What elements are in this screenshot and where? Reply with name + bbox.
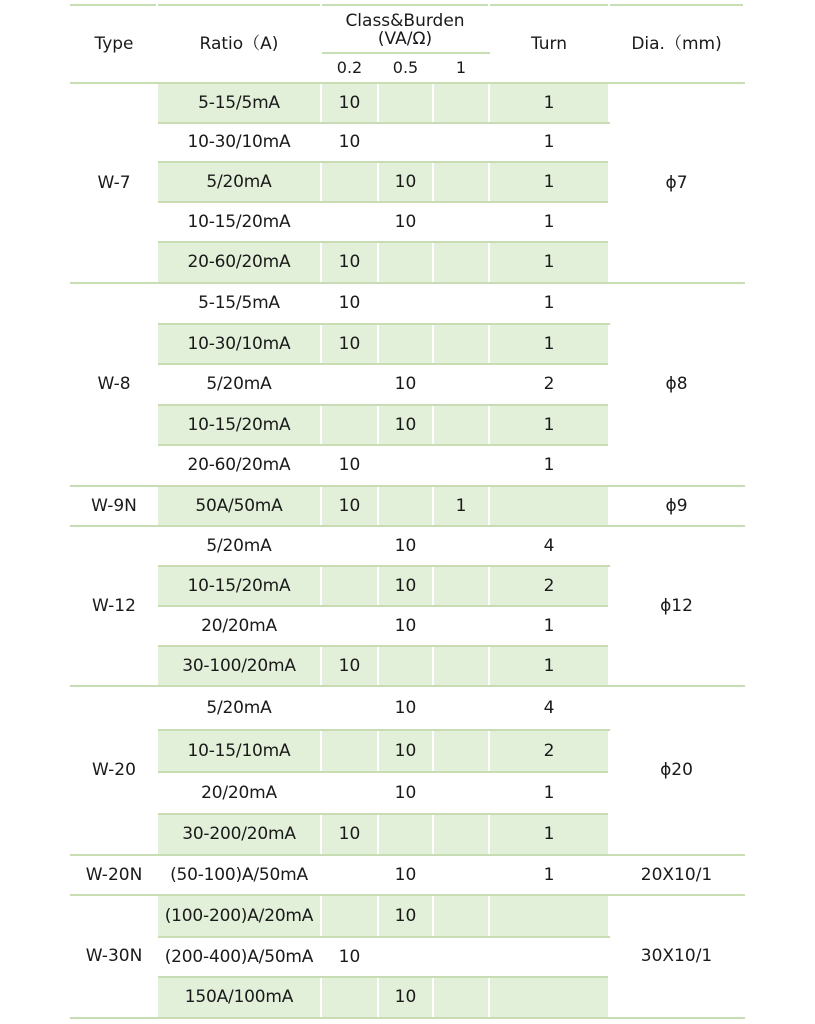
- class-1-cell: [433, 123, 489, 162]
- class-1-cell: [433, 686, 489, 730]
- class-0-2-cell: 10: [321, 83, 378, 123]
- class-1-cell: [433, 202, 489, 242]
- header-turn: Turn: [489, 5, 609, 83]
- class-0-5-cell: 10: [378, 730, 433, 772]
- type-cell: W-7: [71, 83, 157, 283]
- class-0-5-cell: 10: [378, 606, 433, 646]
- ratio-cell: 5-15/5mA: [157, 283, 321, 324]
- table-row: [71, 486, 744, 526]
- class-0-2-cell: [321, 730, 378, 772]
- turn-cell: 1: [489, 162, 609, 202]
- table-row: [71, 83, 744, 123]
- ratio-cell: 5/20mA: [157, 686, 321, 730]
- ratio-cell: 50A/50mA: [157, 486, 321, 526]
- header-row-top: [71, 5, 744, 53]
- turn-cell: 1: [489, 83, 609, 123]
- ratio-cell: 10-30/10mA: [157, 324, 321, 364]
- turn-cell: 2: [489, 566, 609, 606]
- header-ratio: Ratio（A): [157, 5, 321, 83]
- turn-cell: 4: [489, 686, 609, 730]
- class-1-cell: [433, 772, 489, 814]
- class-1-cell: 1: [433, 486, 489, 526]
- turn-cell: [489, 937, 609, 977]
- class-1-cell: [433, 814, 489, 855]
- class-0-5-cell: [378, 283, 433, 324]
- class-0-5-cell: 10: [378, 405, 433, 445]
- class-0-5-cell: 10: [378, 364, 433, 405]
- class-0-5-cell: 10: [378, 855, 433, 895]
- header-class-burden: [321, 5, 489, 53]
- class-1-cell: [433, 606, 489, 646]
- class-0-2-cell: 10: [321, 814, 378, 855]
- class-0-2-cell: 10: [321, 646, 378, 686]
- turn-cell: 1: [489, 242, 609, 283]
- class-1-cell: [433, 855, 489, 895]
- turn-cell: 1: [489, 283, 609, 324]
- class-0-2-cell: [321, 405, 378, 445]
- header-dia: Dia.（mm): [609, 5, 744, 83]
- class-1-cell: [433, 895, 489, 937]
- type-cell: W-20: [71, 686, 157, 855]
- class-0-5-cell: [378, 83, 433, 123]
- ratio-cell: 20/20mA: [157, 606, 321, 646]
- turn-cell: [489, 895, 609, 937]
- class-0-2-cell: 10: [321, 937, 378, 977]
- class-0-2-cell: 10: [321, 123, 378, 162]
- class-0-2-cell: [321, 162, 378, 202]
- header-class-burden-line1: Class&Burden: [345, 11, 465, 32]
- ratio-cell: (100-200)A/20mA: [157, 895, 321, 937]
- class-0-5-cell: 10: [378, 895, 433, 937]
- class-0-2-cell: [321, 202, 378, 242]
- class-0-5-cell: 10: [378, 566, 433, 606]
- turn-cell: 1: [489, 646, 609, 686]
- ratio-cell: (50-100)A/50mA: [157, 855, 321, 895]
- header-class-burden-line2: (VA/Ω): [377, 29, 433, 49]
- class-0-2-cell: 10: [321, 445, 378, 486]
- ratio-cell: 10-30/10mA: [157, 123, 321, 162]
- type-cell: W-12: [71, 526, 157, 686]
- dia-cell: 30X10/1: [609, 895, 744, 1018]
- turn-cell: 2: [489, 730, 609, 772]
- turn-cell: 1: [489, 606, 609, 646]
- table-row: [71, 895, 744, 937]
- dia-cell: 20X10/1: [609, 855, 744, 895]
- ct-spec-table: [70, 4, 745, 1019]
- class-1-cell: [433, 730, 489, 772]
- turn-cell: [489, 977, 609, 1018]
- class-0-5-cell: [378, 242, 433, 283]
- class-1-cell: [433, 324, 489, 364]
- class-0-2-cell: [321, 772, 378, 814]
- class-0-5-cell: [378, 324, 433, 364]
- ratio-cell: 10-15/20mA: [157, 405, 321, 445]
- class-0-2-cell: [321, 566, 378, 606]
- turn-cell: 1: [489, 814, 609, 855]
- class-1-cell: [433, 526, 489, 566]
- ratio-cell: 10-15/20mA: [157, 566, 321, 606]
- class-1-cell: [433, 283, 489, 324]
- class-0-5-cell: [378, 646, 433, 686]
- type-cell: W-9N: [71, 486, 157, 526]
- ratio-cell: 10-15/20mA: [157, 202, 321, 242]
- class-0-5-cell: [378, 937, 433, 977]
- ratio-cell: 20-60/20mA: [157, 242, 321, 283]
- table-row: [71, 855, 744, 895]
- class-0-2-cell: 10: [321, 324, 378, 364]
- class-0-2-cell: 10: [321, 283, 378, 324]
- table-row: [71, 283, 744, 324]
- turn-cell: [489, 486, 609, 526]
- class-0-5-cell: [378, 123, 433, 162]
- dia-cell: ϕ12: [609, 526, 744, 686]
- ratio-cell: 30-100/20mA: [157, 646, 321, 686]
- class-0-2-cell: [321, 606, 378, 646]
- turn-cell: 1: [489, 405, 609, 445]
- dia-cell: ϕ9: [609, 486, 744, 526]
- turn-cell: 1: [489, 202, 609, 242]
- class-0-5-cell: 10: [378, 977, 433, 1018]
- class-0-5-cell: 10: [378, 772, 433, 814]
- turn-cell: 1: [489, 855, 609, 895]
- class-1-cell: [433, 405, 489, 445]
- class-0-5-cell: 10: [378, 202, 433, 242]
- dia-cell: ϕ8: [609, 283, 744, 486]
- class-0-2-cell: 10: [321, 242, 378, 283]
- ratio-cell: 5/20mA: [157, 526, 321, 566]
- class-1-cell: [433, 162, 489, 202]
- ratio-cell: (200-400)A/50mA: [157, 937, 321, 977]
- class-1-cell: [433, 977, 489, 1018]
- type-cell: W-30N: [71, 895, 157, 1018]
- class-0-2-cell: [321, 526, 378, 566]
- ratio-cell: 30-200/20mA: [157, 814, 321, 855]
- class-0-2-cell: [321, 364, 378, 405]
- ratio-cell: 150A/100mA: [157, 977, 321, 1018]
- class-1-cell: [433, 364, 489, 405]
- ratio-cell: 5-15/5mA: [157, 83, 321, 123]
- class-1-cell: [433, 83, 489, 123]
- ratio-cell: 20-60/20mA: [157, 445, 321, 486]
- turn-cell: 2: [489, 364, 609, 405]
- ratio-cell: 5/20mA: [157, 364, 321, 405]
- class-1-cell: [433, 566, 489, 606]
- header-type: Type: [71, 5, 157, 83]
- turn-cell: 1: [489, 772, 609, 814]
- class-1-cell: [433, 242, 489, 283]
- dia-cell: ϕ7: [609, 83, 744, 283]
- type-cell: W-20N: [71, 855, 157, 895]
- ratio-cell: 5/20mA: [157, 162, 321, 202]
- turn-cell: 1: [489, 324, 609, 364]
- header-class-0-5: 0.5: [378, 53, 433, 83]
- class-0-5-cell: [378, 445, 433, 486]
- class-0-5-cell: 10: [378, 686, 433, 730]
- ratio-cell: 20/20mA: [157, 772, 321, 814]
- class-0-2-cell: [321, 686, 378, 730]
- table-row: [71, 526, 744, 566]
- class-0-2-cell: [321, 855, 378, 895]
- class-1-cell: [433, 937, 489, 977]
- class-0-2-cell: [321, 895, 378, 937]
- class-1-cell: [433, 445, 489, 486]
- class-0-5-cell: 10: [378, 162, 433, 202]
- class-0-2-cell: [321, 977, 378, 1018]
- class-1-cell: [433, 646, 489, 686]
- ratio-cell: 10-15/10mA: [157, 730, 321, 772]
- turn-cell: 4: [489, 526, 609, 566]
- class-0-5-cell: [378, 814, 433, 855]
- turn-cell: 1: [489, 445, 609, 486]
- class-0-5-cell: 10: [378, 526, 433, 566]
- class-0-2-cell: 10: [321, 486, 378, 526]
- table-row: [71, 686, 744, 730]
- header-class-1: 1: [433, 53, 489, 83]
- dia-cell: ϕ20: [609, 686, 744, 855]
- turn-cell: 1: [489, 123, 609, 162]
- type-cell: W-8: [71, 283, 157, 486]
- class-0-5-cell: [378, 486, 433, 526]
- header-class-0-2: 0.2: [321, 53, 378, 83]
